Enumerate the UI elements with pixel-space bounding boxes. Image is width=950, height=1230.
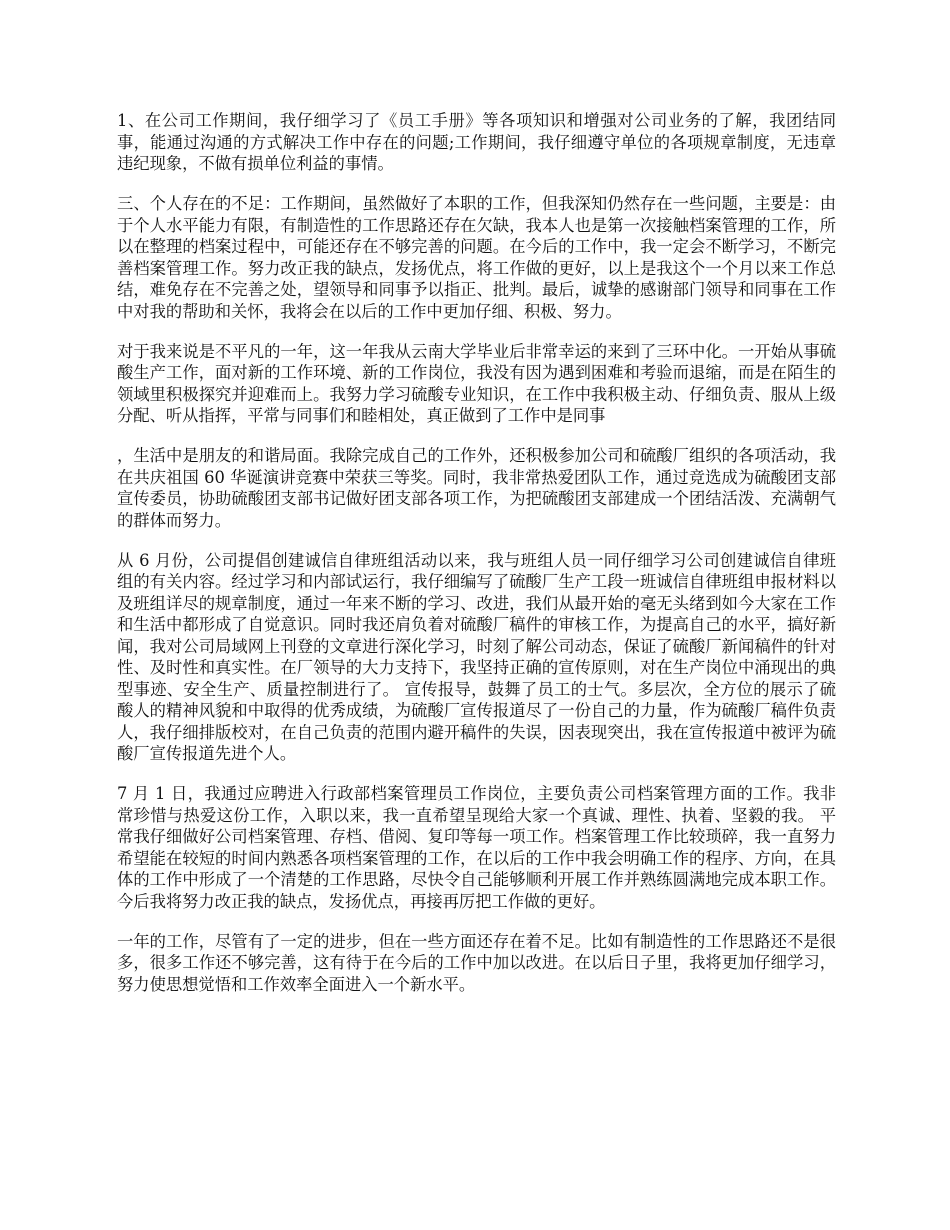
paragraph-4: ，生活中是朋友的和谐局面。我除完成自己的工作外，还积极参加公司和硫酸厂组织的各项活动，我在共庆祖国 60 华诞演讲竞赛中荣获三等奖。同时，我非常热爱团队工作，通过竞选成为硫酸团支部宣传委员，协助硫酸团支部书记做好团支部各项工作，为把硫酸团支部建成一个团结活泼、充满朝气的群体而努力。 xyxy=(117,446,836,530)
paragraph-7: 一年的工作，尽管有了一定的进步，但在一些方面还存在着不足。比如有制造性的工作思路还不是很多，很多工作还不够完善，这有待于在今后的工作中加以改进。在以后日子里，我将更加仔细学习，努力使思想觉悟和工作效率全面进入一个新水平。 xyxy=(117,931,836,994)
paragraph-3: 对于我来说是不平凡的一年，这一年我从云南大学毕业后非常幸运的来到了三环中化。一开始从事硫酸生产工作，面对新的工作环境、新的工作岗位，我没有因为遇到困难和考验而退缩，而是在陌生的领域里积极探究并迎难而上。我努力学习硫酸专业知识，在工作中我积极主动、仔细负责、服从上级分配、听从指挥，平常与同事们和睦相处，真正做到了工作中是同事 xyxy=(117,341,836,425)
paragraph-5: 从 6 月份，公司提倡创建诚信自律班组活动以来，我与班组人员一同仔细学习公司创建诚信自律班组的有关内容。经过学习和内部试运行，我仔细编写了硫酸厂生产工段一班诚信自律班组申报材料以及班组详尽的规章制度，通过一年来不断的学习、改进，我们从最开始的毫无头绪到如今大家在工作和生活中都形成了自觉意识。同时我还肩负着对硫酸厂稿件的审核工作，为提高自己的水平，搞好新闻，我对公司局域网上刊登的文章进行深化学习，时刻了解公司动态，保证了硫酸厂新闻稿件的针对性、及时性和真实性。在厂领导的大力支持下，我坚持正确的宣传原则，对在生产岗位中涌现出的典型事迹、安全生产、质量控制进行了。 宣传报导，鼓舞了员工的士气。多层次，全方位的展示了硫酸人的精神风貌和中取得的优秀成绩，为硫酸厂宣传报道尽了一份自己的力量，作为硫酸厂稿件负责人，我仔细排版校对，在自己负责的范围内避开稿件的失误，因表现突出，我在宣传报道中被评为硫酸厂宣传报道先进个人。 xyxy=(117,550,836,763)
paragraph-6: 7 月 1 日，我通过应聘进入行政部档案管理员工作岗位，主要负责公司档案管理方面的工作。我非常珍惜与热爱这份工作，入职以来，我一直希望呈现给大家一个真诚、理性、执着、坚毅的我。 平常我仔细做好公司档案管理、存档、借阅、复印等每一项工作。档案管理工作比较琐碎，我一直努力希望能在较短的时间内熟悉各项档案管理的工作，在以后的工作中我会明确工作的程序、方向，在具体的工作中形成了一个清楚的工作思路，尽快令自己能够顺利开展工作并熟练圆满地完成本职工作。今后我将努力改正我的缺点，发扬优点，再接再厉把工作做的更好。 xyxy=(117,784,836,911)
paragraph-2: 三、个人存在的不足：工作期间，虽然做好了本职的工作，但我深知仍然存在一些问题，主要是：由于个人水平能力有限，有制造性的工作思路还存在欠缺，我本人也是第一次接触档案管理的工作，所以在整理的档案过程中，可能还存在不够完善的问题。在今后的工作中，我一定会不断学习，不断完善档案管理工作。努力改正我的缺点，发扬优点，将工作做的更好，以上是我这个一个月以来工作总结，难免存在不完善之处，望领导和同事予以指正、批判。最后，诚挚的感谢部门领导和同事在工作中对我的帮助和关怀，我将会在以后的工作中更加仔细、积极、努力。 xyxy=(117,194,836,321)
document-body xyxy=(117,110,836,1014)
paragraph-1: 1、在公司工作期间，我仔细学习了《员工手册》等各项知识和增强对公司业务的了解，我团结同事，能通过沟通的方式解决工作中存在的问题;工作期间，我仔细遵守单位的各项规章制度，无违章违纪现象，不做有损单位利益的事情。 xyxy=(117,111,836,173)
